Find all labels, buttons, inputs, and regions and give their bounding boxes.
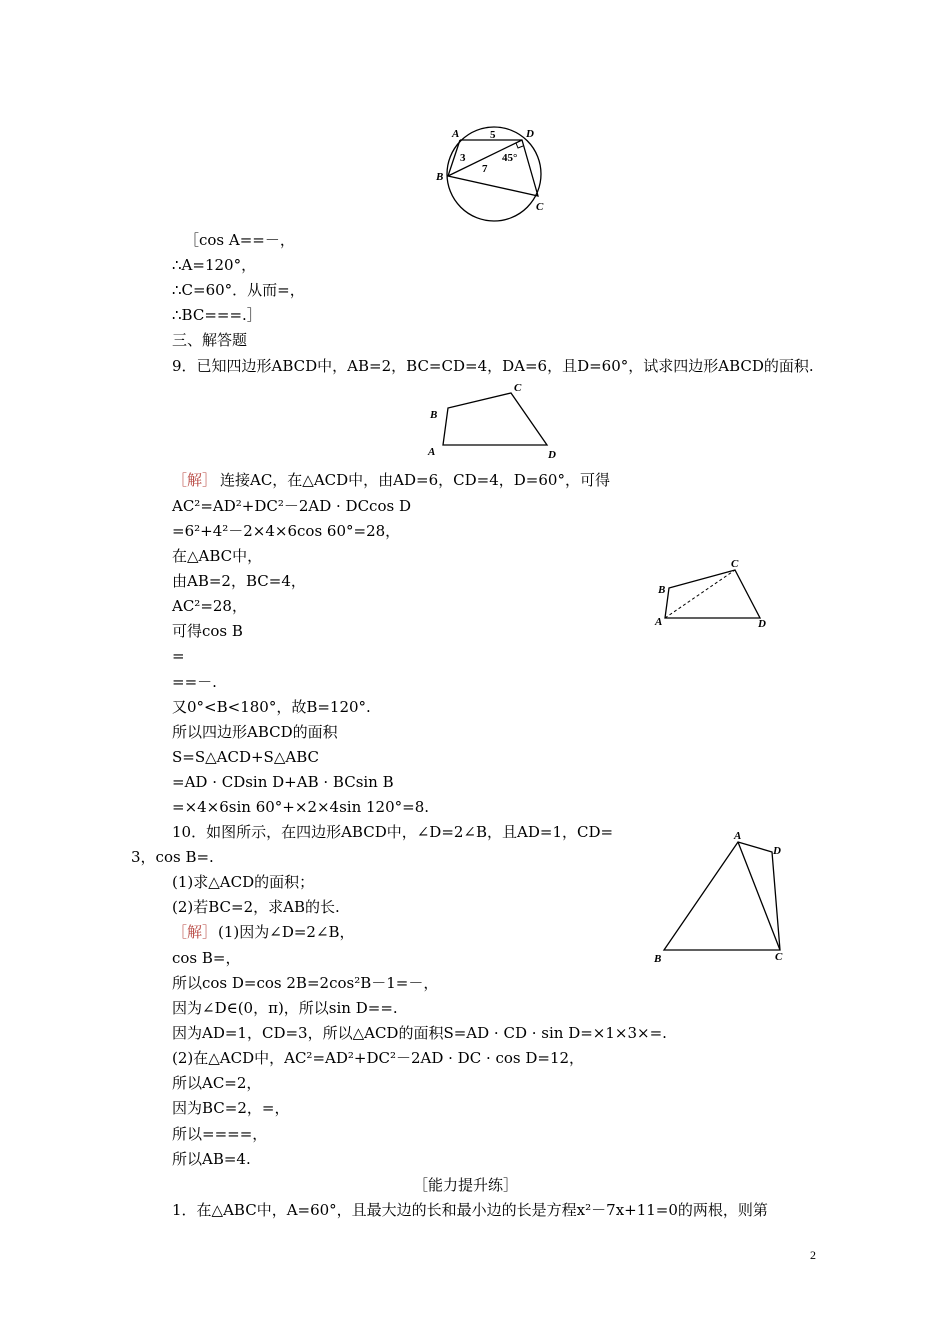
label-diag-bd: 7: [482, 163, 488, 175]
quadrilateral-abcd: [665, 570, 760, 618]
quadrilateral-diagonal-figure: [652, 554, 778, 630]
label-a: A: [655, 616, 663, 628]
label-d: D: [758, 618, 766, 630]
question-10: 10．如图所示，在四边形ABCD中，∠D=2∠B，且AD=1，CD=: [172, 823, 614, 841]
text-line: 在△ABC中，: [172, 547, 263, 565]
text-line: 所以cos D=cos 2B=2cos²B－1=－，: [172, 974, 439, 992]
label-side-ab: 3: [460, 152, 466, 164]
text-line: 所以AC=2，: [172, 1074, 262, 1092]
solution-tag: ［解］: [172, 471, 218, 489]
text-line: =6²+4²－2×4×6cos 60°=28，: [172, 522, 401, 540]
label-b: B: [436, 171, 444, 183]
diagonal-ac: [738, 842, 780, 950]
text-line: (1)求△ACD的面积；: [172, 873, 315, 891]
text-line: =AD · CDsin D+AB · BCsin B: [172, 773, 394, 791]
label-angle-d: 45°: [502, 152, 518, 164]
text-line: ∴C=60°．从而=，: [172, 281, 305, 299]
text-line: 连接AC，在△ACD中，由AD=6，CD=4，D=60°，可得: [220, 471, 610, 489]
solution-tag: ［解］: [172, 923, 218, 941]
text-line: 所以四边形ABCD的面积: [172, 723, 338, 741]
circumcircle: [447, 127, 541, 221]
question-9: 9．已知四边形ABCD中，AB=2，BC=CD=4，DA=6，且D=60°，试求四边形ABCD的面积.: [172, 357, 814, 375]
label-d: D: [548, 449, 556, 461]
section-heading: 三、解答题: [172, 331, 248, 349]
label-c: C: [514, 382, 522, 394]
text-line: 因为AD=1，CD=3，所以△ACD的面积S=AD · CD · sin D=×1×3×=.: [172, 1024, 667, 1042]
label-c: C: [775, 951, 783, 963]
text-line: 3，cos B=.: [131, 848, 214, 866]
section-heading-ability: ［能力提升练］: [413, 1176, 519, 1194]
label-c: C: [731, 558, 739, 570]
text-line: S=S△ACD+S△ABC: [172, 748, 319, 766]
text-line: (2)在△ACD中，AC²=AD²+DC²－2AD · DC · cos D=12，: [172, 1049, 585, 1067]
quadrilateral-abcd: [443, 393, 547, 445]
text-line: cos B=，: [172, 949, 241, 967]
text-line: 由AB=2，BC=4，: [172, 572, 306, 590]
label-b: B: [430, 409, 438, 421]
circle-quadrilateral-figure: [432, 124, 552, 228]
label-b: B: [654, 953, 662, 965]
text-line: ==－.: [172, 673, 217, 691]
label-a: A: [428, 446, 436, 458]
label-side-ad: 5: [490, 129, 496, 141]
quadrilateral-figure-q9: [424, 380, 564, 462]
label-b: B: [658, 584, 666, 596]
text-line: 所以AB=4.: [172, 1150, 251, 1168]
text-line: 因为BC=2，=，: [172, 1099, 290, 1117]
text-line: 又0°<B<180°，故B=120°.: [172, 698, 371, 716]
label-c: C: [536, 201, 544, 213]
angle-mark-d: [516, 143, 523, 148]
text-line: (1)因为∠D=2∠B，: [218, 923, 355, 941]
label-d: D: [773, 845, 781, 857]
practice-question-1: 1．在△ABC中，A=60°，且最大边的长和最小边的长是方程x²－7x+11=0的两根，则第: [172, 1201, 768, 1219]
page-number: 2: [810, 1248, 816, 1262]
quadrilateral-figure-q10: [650, 826, 790, 966]
text-line: 所以====，: [172, 1125, 268, 1143]
label-d: D: [526, 128, 534, 140]
text-line: AC²=28，: [172, 597, 247, 615]
text-line: ∴BC===.］: [172, 306, 262, 324]
text-line: 因为∠D∈(0，π)，所以sin D==.: [172, 999, 398, 1017]
text-line: =×4×6sin 60°+×2×4sin 120°=8.: [172, 798, 430, 816]
text-line: =: [172, 647, 185, 665]
quadrilateral-abcd: [448, 140, 538, 196]
dashed-diagonal-ac: [665, 570, 735, 618]
text-line: ［cos A==－，: [184, 231, 295, 249]
label-a: A: [734, 830, 742, 842]
label-a: A: [452, 128, 460, 140]
text-line: ∴A=120°，: [172, 256, 257, 274]
text-line: 可得cos B: [172, 622, 243, 640]
quadrilateral-abcd: [664, 842, 780, 950]
text-line: AC²=AD²+DC²－2AD · DCcos D: [172, 497, 411, 515]
text-line: (2)若BC=2，求AB的长.: [172, 898, 340, 916]
